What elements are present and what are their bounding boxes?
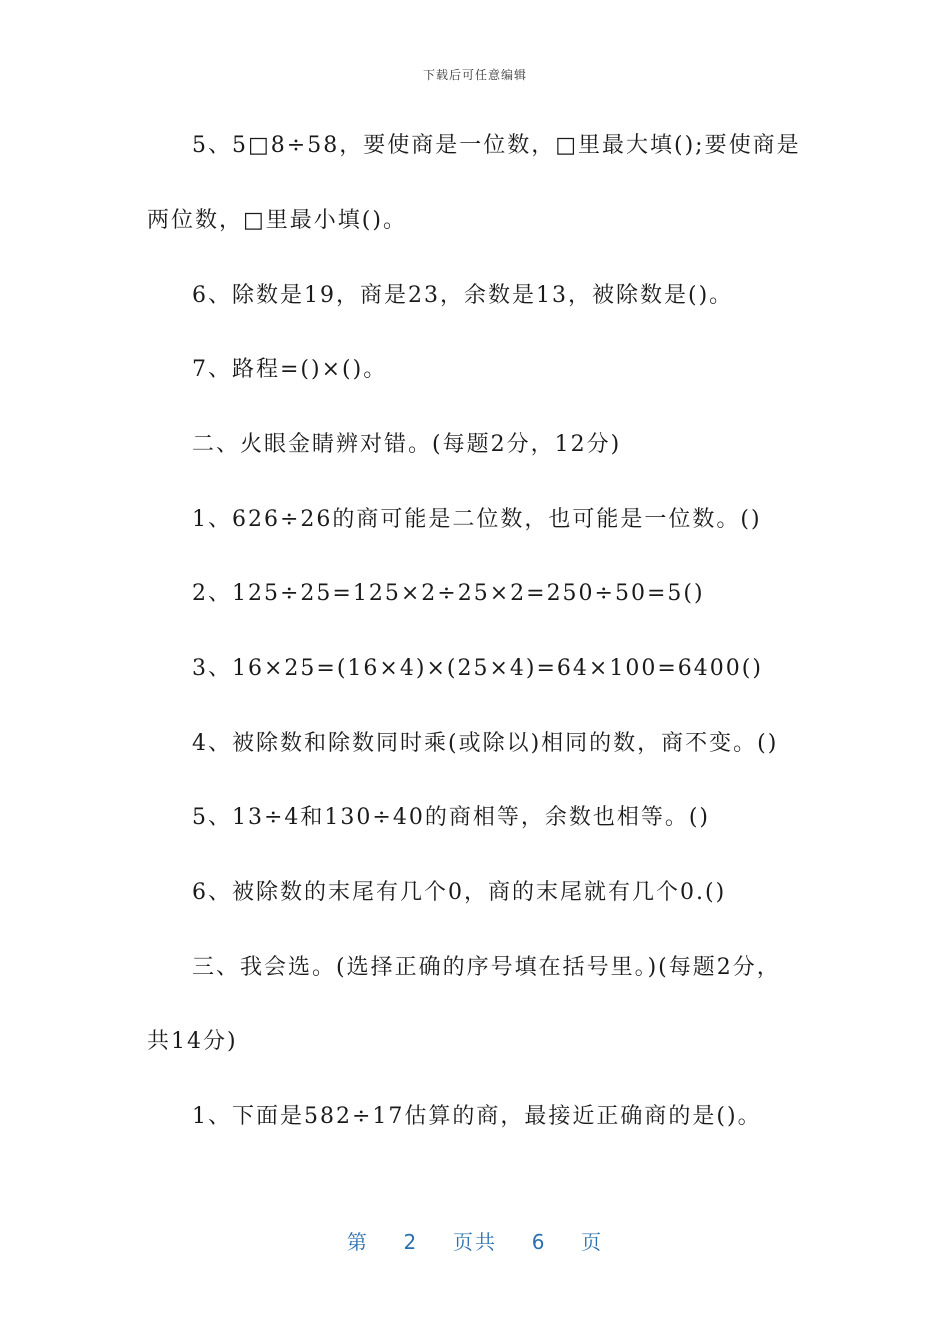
question-7: 7、路程=()×()。: [192, 357, 388, 382]
question-5-line-1: 5、5□8÷58，要使商是一位数，□里最大填();要使商是: [192, 133, 801, 158]
footer-total-pages: 6: [531, 1230, 547, 1254]
choice-question-1: 1、下面是582÷17估算的商，最接近正确商的是()。: [192, 1104, 762, 1129]
section-2-heading: 二、火眼金睛辨对错。(每题2分，12分): [192, 432, 622, 457]
page-footer: [0, 1226, 950, 1255]
footer-suffix: 页: [581, 1230, 604, 1254]
question-5-line-2: 两位数，□里最小填()。: [147, 208, 407, 233]
footer-page-number: 2: [403, 1230, 419, 1254]
judge-question-1: 1、626÷26的商可能是二位数，也可能是一位数。(): [192, 507, 762, 532]
judge-question-6: 6、被除数的末尾有几个0，商的末尾就有几个0.(): [192, 880, 727, 905]
footer-middle: 页共: [453, 1230, 497, 1254]
section-3-heading-line-2: 共14分): [147, 1029, 238, 1054]
page-header-note: 下载后可任意编辑: [422, 68, 527, 82]
question-6: 6、除数是19，商是23，余数是13，被除数是()。: [192, 283, 734, 308]
judge-question-4: 4、被除数和除数同时乘(或除以)相同的数，商不变。(): [192, 731, 779, 756]
judge-question-2: 2、125÷25=125×2÷25×2=250÷50=5(): [192, 581, 705, 606]
section-3-heading-line-1: 三、我会选。(选择正确的序号填在括号里。)(每题2分，: [192, 955, 781, 980]
footer-prefix: 第: [346, 1230, 369, 1254]
judge-question-3: 3、16×25=(16×4)×(25×4)=64×100=6400(): [192, 656, 763, 681]
judge-question-5: 5、13÷4和130÷40的商相等，余数也相等。(): [192, 805, 711, 830]
